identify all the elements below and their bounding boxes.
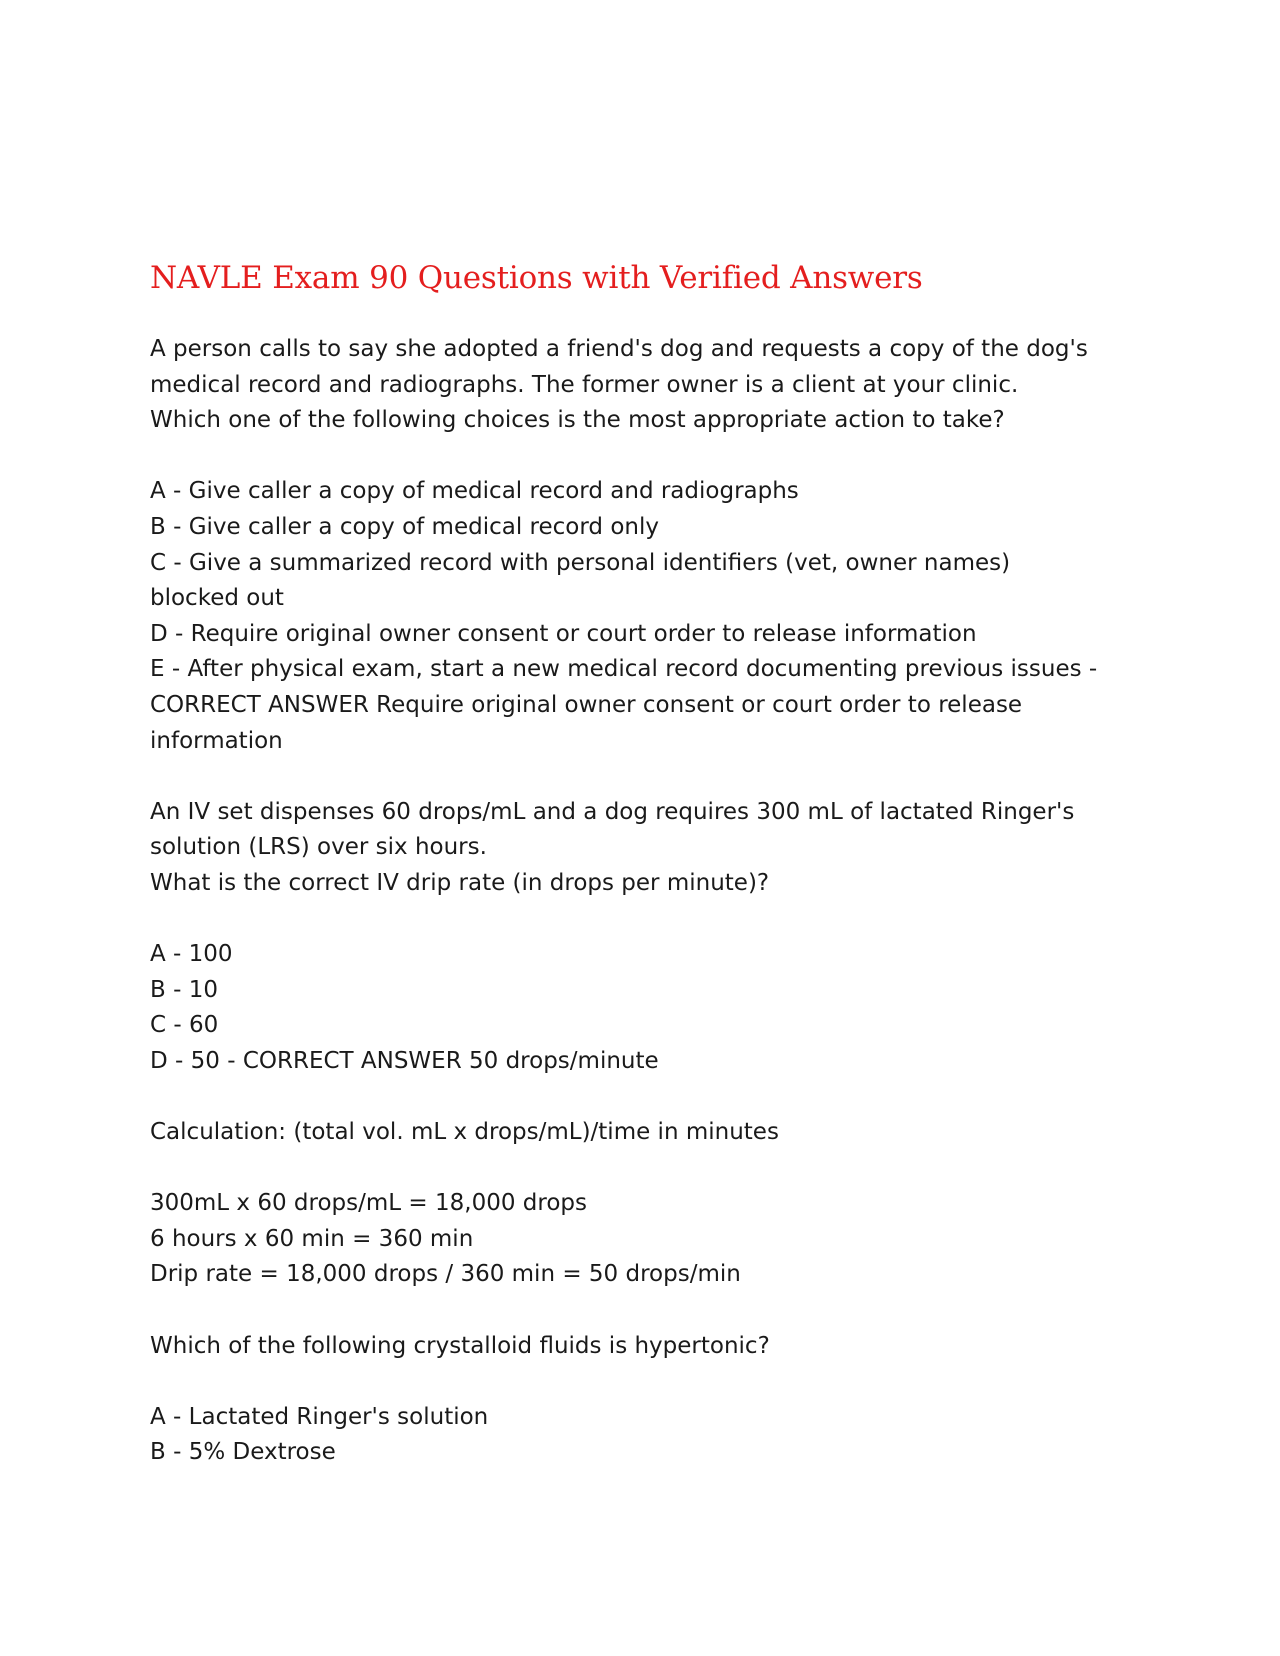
question-1-stem (150, 332, 1130, 439)
question-1-answer-cont: information (150, 727, 283, 754)
question-1-option-a: A - Give caller a copy of medical record and radiographs (150, 478, 799, 505)
question-1-option-e: E - After physical exam, start a new medical record documenting previous issues - (150, 656, 1098, 683)
question-3-option-a: A - Lactated Ringer's solution (150, 1403, 489, 1430)
question-1-stem-line: Which one of the following choices is the most appropriate action to take? (150, 407, 1005, 434)
question-1-stem-line: A person calls to say she adopted a friend's dog and requests a copy of the dog's (150, 336, 1088, 362)
calculation-formula: Calculation: (total vol. mL x drops/mL)/time in minutes (150, 1119, 779, 1146)
question-1-option-b: B - Give caller a copy of medical record only (150, 513, 659, 540)
question-2-options (150, 937, 1130, 1079)
question-2-stem-line: What is the correct IV drip rate (in drops per minute)? (150, 869, 770, 896)
question-1-option-d: D - Require original owner consent or court order to release information (150, 620, 977, 647)
question-2-calculation-steps (150, 1186, 1130, 1293)
question-1-stem-line: medical record and radiographs. The former owner is a client at your clinic. (150, 371, 1019, 398)
question-2-stem (150, 795, 1130, 902)
question-2-stem-line: An IV set dispenses 60 drops/mL and a dog requires 300 mL of lactated Ringer's (150, 798, 1075, 825)
calculation-step: Drip rate = 18,000 drops / 360 min = 50 drops/min (150, 1261, 741, 1288)
question-1-option-c-cont: blocked out (150, 585, 284, 612)
question-2-option-c: C - 60 (150, 1012, 219, 1039)
question-2-option-a: A - 100 (150, 941, 233, 968)
question-1-option-c: C - Give a summarized record with personal identifiers (vet, owner names) (150, 549, 1011, 576)
question-1-options (150, 474, 1130, 759)
question-2-option-b: B - 10 (150, 976, 218, 1003)
question-1-answer: CORRECT ANSWER Require original owner consent or court order to release (150, 691, 1023, 718)
question-3-stem-line: Which of the following crystalloid fluids is hypertonic? (150, 1332, 770, 1359)
question-2-stem-line: solution (LRS) over six hours. (150, 834, 487, 861)
calculation-step: 6 hours x 60 min = 360 min (150, 1225, 474, 1252)
question-3-options (150, 1400, 1130, 1471)
document-title: NAVLE Exam 90 Questions with Verified Answers (150, 260, 923, 296)
question-2-option-d-answer: D - 50 - CORRECT ANSWER 50 drops/minute (150, 1047, 659, 1074)
calculation-step: 300mL x 60 drops/mL = 18,000 drops (150, 1190, 587, 1217)
question-3-stem (150, 1329, 1130, 1365)
question-2-calculation-heading (150, 1115, 1130, 1151)
document-content (150, 258, 1130, 1507)
question-3-option-b: B - 5% Dextrose (150, 1439, 336, 1466)
